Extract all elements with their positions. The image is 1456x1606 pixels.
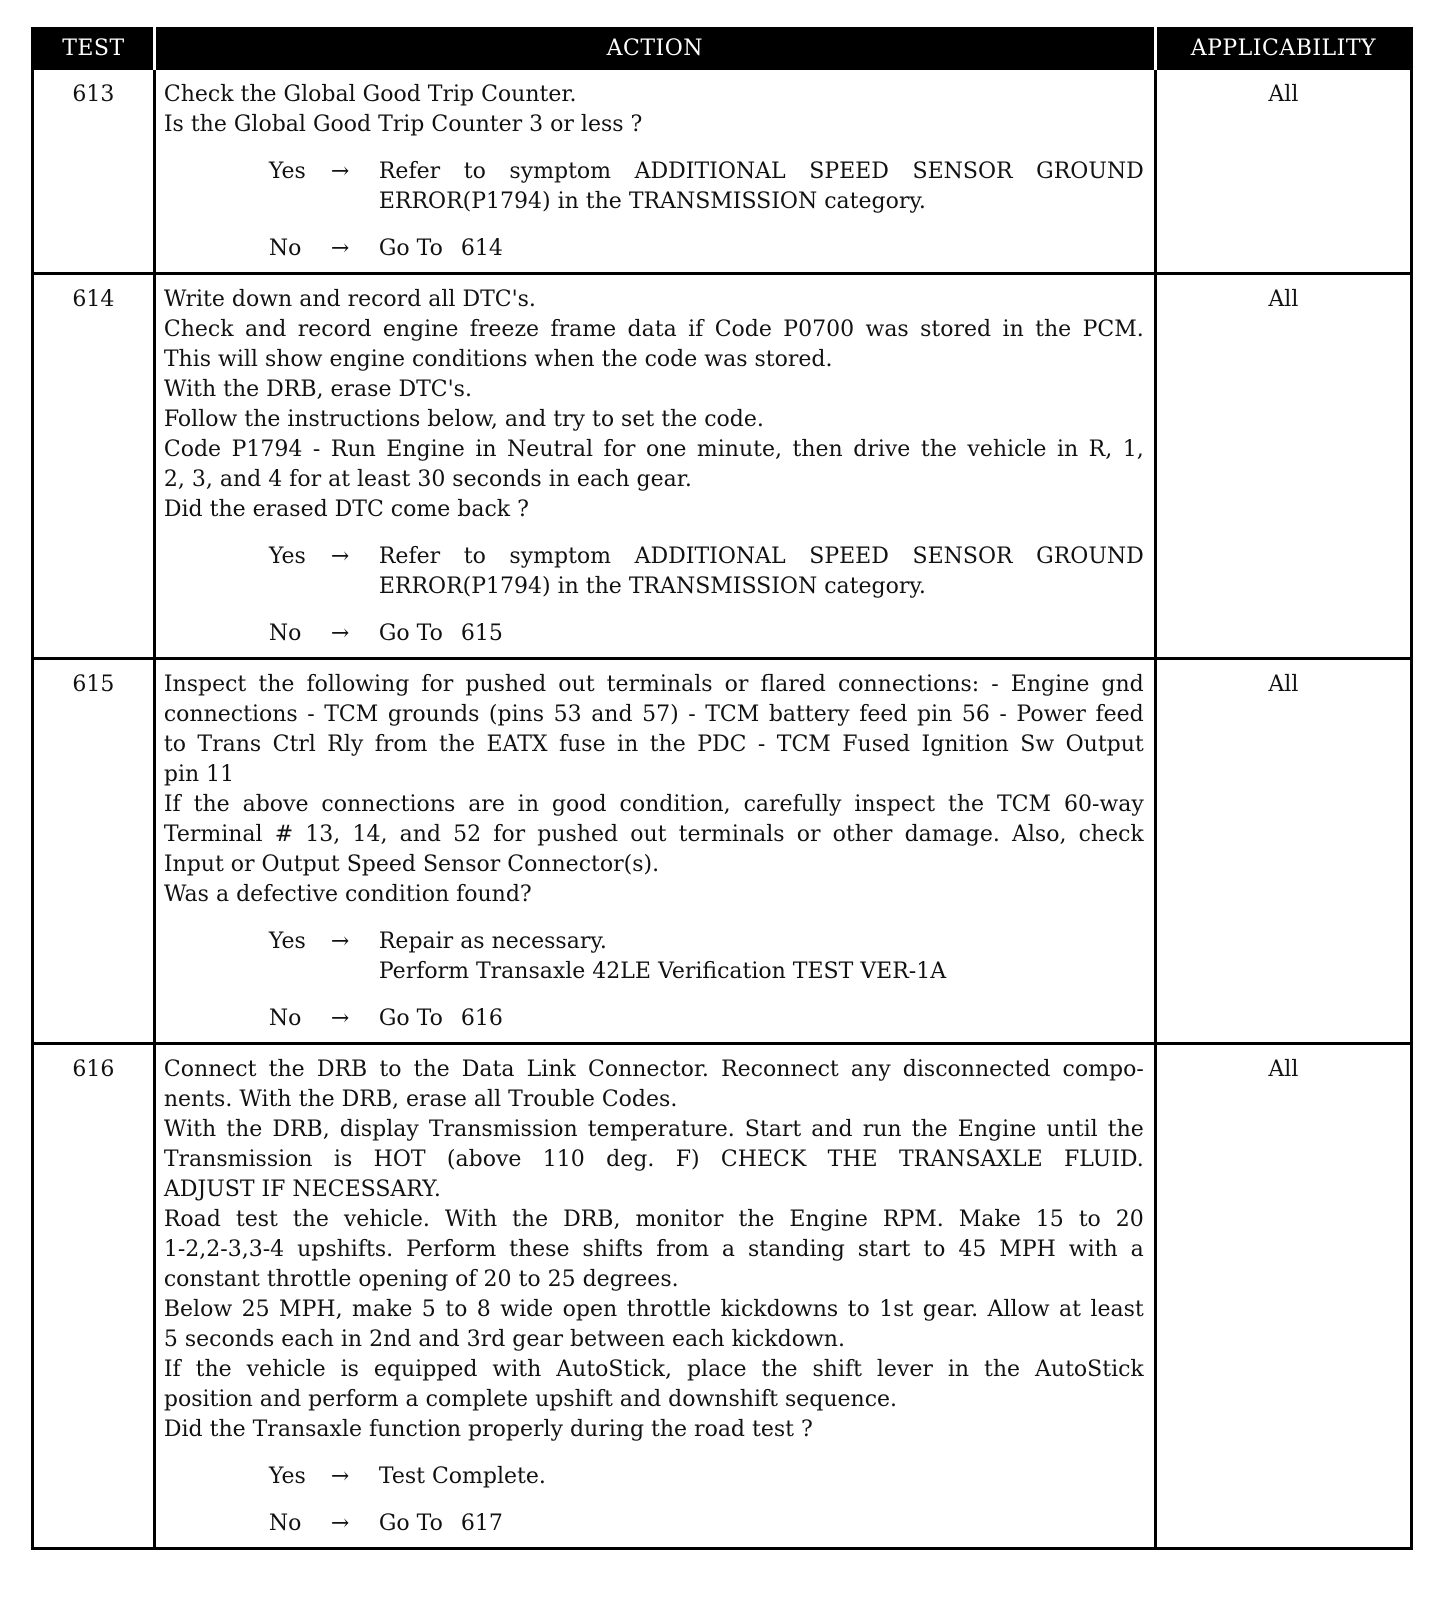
yes-result-line: Repair as necessary. <box>378 929 607 954</box>
action-cell <box>154 69 1155 274</box>
no-label: No <box>268 621 302 646</box>
action-line: 5 seconds each in 2nd and 3rd gear between each kickdown. <box>163 1327 845 1352</box>
table-row <box>33 659 1412 1044</box>
yes-result <box>379 1462 1144 1492</box>
action-line: Is the Global Good Trip Counter 3 or less ? <box>163 112 643 137</box>
no-label: No <box>268 236 302 261</box>
action-line: Inspect the following for pushed out terminals or flared connections: - Engine gnd <box>163 672 1144 697</box>
arrow-icon: → <box>330 236 350 261</box>
action-line: Code P1794 - Run Engine in Neutral for one minute, then drive the vehicle in R, 1, <box>163 437 1144 462</box>
yes-label: Yes <box>268 1464 306 1489</box>
goto-target: 614 <box>460 236 503 261</box>
action-line: Input or Output Speed Sensor Connector(s). <box>163 852 660 877</box>
no-outcome <box>269 234 1144 264</box>
action-line: pin 11 <box>163 762 235 787</box>
action-line: With the DRB, display Transmission temperature. Start and run the Engine until the <box>163 1117 1144 1142</box>
arrow-icon: → <box>330 544 350 569</box>
no-result <box>379 619 1144 649</box>
yes-result-line: Test Complete. <box>378 1464 546 1489</box>
goto-label: Go To <box>378 621 443 646</box>
arrow-icon: → <box>330 1006 350 1031</box>
yes-outcome <box>269 1462 1144 1492</box>
action-line: Transmission is HOT (above 110 deg. F) CHECK THE TRANSAXLE FLUID. <box>163 1147 1144 1172</box>
table-row <box>33 1044 1412 1549</box>
action-line: 2, 3, and 4 for at least 30 seconds in each gear. <box>163 467 692 492</box>
yes-result <box>379 542 1144 602</box>
action-line: connections - TCM grounds (pins 53 and 57) - TCM battery feed pin 56 - Power feed <box>163 702 1144 727</box>
action-line: Connect the DRB to the Data Link Connector. Reconnect any disconnected compo- <box>163 1057 1144 1082</box>
goto-label: Go To <box>378 1006 443 1031</box>
action-line: nents. With the DRB, erase all Trouble Codes. <box>163 1087 678 1112</box>
test-number: 615 <box>33 659 155 1044</box>
action-line: Did the erased DTC come back ? <box>163 497 529 522</box>
arrow-icon: → <box>330 1464 350 1489</box>
action-line: 1-2,2-3,3-4 upshifts. Perform these shifts from a standing start to 45 MPH with a <box>163 1237 1144 1262</box>
applicability-value: All <box>1155 69 1411 274</box>
action-cell <box>154 274 1155 659</box>
goto-target: 615 <box>460 621 503 646</box>
action-cell <box>154 659 1155 1044</box>
test-number: 614 <box>33 274 155 659</box>
no-outcome <box>269 1004 1144 1034</box>
action-line: Follow the instructions below, and try to set the code. <box>163 407 764 432</box>
action-line: constant throttle opening of 20 to 25 degrees. <box>163 1267 679 1292</box>
header-test: TEST <box>33 29 155 69</box>
yes-label: Yes <box>268 929 306 954</box>
table-row <box>33 274 1412 659</box>
action-line: Terminal # 13, 14, and 52 for pushed out terminals or other damage. Also, check <box>163 822 1144 847</box>
action-line: ADJUST IF NECESSARY. <box>163 1177 441 1202</box>
test-number: 613 <box>33 69 155 274</box>
action-line: Check and record engine freeze frame data if Code P0700 was stored in the PCM. <box>163 317 1144 342</box>
yes-result <box>379 157 1144 217</box>
no-result <box>379 1509 1144 1539</box>
header-applicability: APPLICABILITY <box>1155 29 1411 69</box>
test-number: 616 <box>33 1044 155 1549</box>
yes-result-line: Refer to symptom ADDITIONAL SPEED SENSOR GROUND <box>378 544 1144 569</box>
no-result <box>379 1004 1144 1034</box>
goto-target: 616 <box>460 1006 503 1031</box>
action-line: Did the Transaxle function properly during the road test ? <box>163 1417 813 1442</box>
no-outcome <box>269 619 1144 649</box>
yes-result <box>379 927 1144 987</box>
yes-outcome <box>269 542 1144 602</box>
yes-label: Yes <box>268 544 306 569</box>
no-result <box>379 234 1144 264</box>
arrow-icon: → <box>330 159 350 184</box>
applicability-value: All <box>1155 659 1411 1044</box>
action-line: With the DRB, erase DTC's. <box>163 377 472 402</box>
action-line: Write down and record all DTC's. <box>163 287 536 312</box>
arrow-icon: → <box>330 929 350 954</box>
action-line: If the above connections are in good condition, carefully inspect the TCM 60-way <box>163 792 1144 817</box>
yes-result-line: Perform Transaxle 42LE Verification TEST VER-1A <box>378 959 947 984</box>
action-line: Below 25 MPH, make 5 to 8 wide open throttle kickdowns to 1st gear. Allow at least <box>163 1297 1144 1322</box>
header-action: ACTION <box>154 29 1155 69</box>
action-cell <box>154 1044 1155 1549</box>
arrow-icon: → <box>330 621 350 646</box>
yes-label: Yes <box>268 159 306 184</box>
no-label: No <box>268 1006 302 1031</box>
action-line: Was a defective condition found? <box>163 882 532 907</box>
goto-label: Go To <box>378 1511 443 1536</box>
action-line: Road test the vehicle. With the DRB, monitor the Engine RPM. Make 15 to 20 <box>163 1207 1144 1232</box>
no-label: No <box>268 1511 302 1536</box>
action-line: position and perform a complete upshift and downshift sequence. <box>163 1387 898 1412</box>
yes-outcome <box>269 157 1144 217</box>
applicability-value: All <box>1155 1044 1411 1549</box>
action-line: This will show engine conditions when the code was stored. <box>163 347 833 372</box>
arrow-icon: → <box>330 1511 350 1536</box>
table-row <box>33 69 1412 274</box>
diagnostic-test-table <box>31 27 1413 1550</box>
yes-result-line: ERROR(P1794) in the TRANSMISSION category. <box>378 574 926 599</box>
action-line: to Trans Ctrl Rly from the EATX fuse in the PDC - TCM Fused Ignition Sw Output <box>163 732 1144 757</box>
yes-outcome <box>269 927 1144 987</box>
goto-target: 617 <box>460 1511 503 1536</box>
applicability-value: All <box>1155 274 1411 659</box>
table-header-row <box>33 29 1412 69</box>
action-line: Check the Global Good Trip Counter. <box>163 82 577 107</box>
yes-result-line: ERROR(P1794) in the TRANSMISSION category. <box>378 189 926 214</box>
action-line: If the vehicle is equipped with AutoStick, place the shift lever in the AutoStick <box>163 1357 1144 1382</box>
goto-label: Go To <box>378 236 443 261</box>
no-outcome <box>269 1509 1144 1539</box>
yes-result-line: Refer to symptom ADDITIONAL SPEED SENSOR GROUND <box>378 159 1144 184</box>
